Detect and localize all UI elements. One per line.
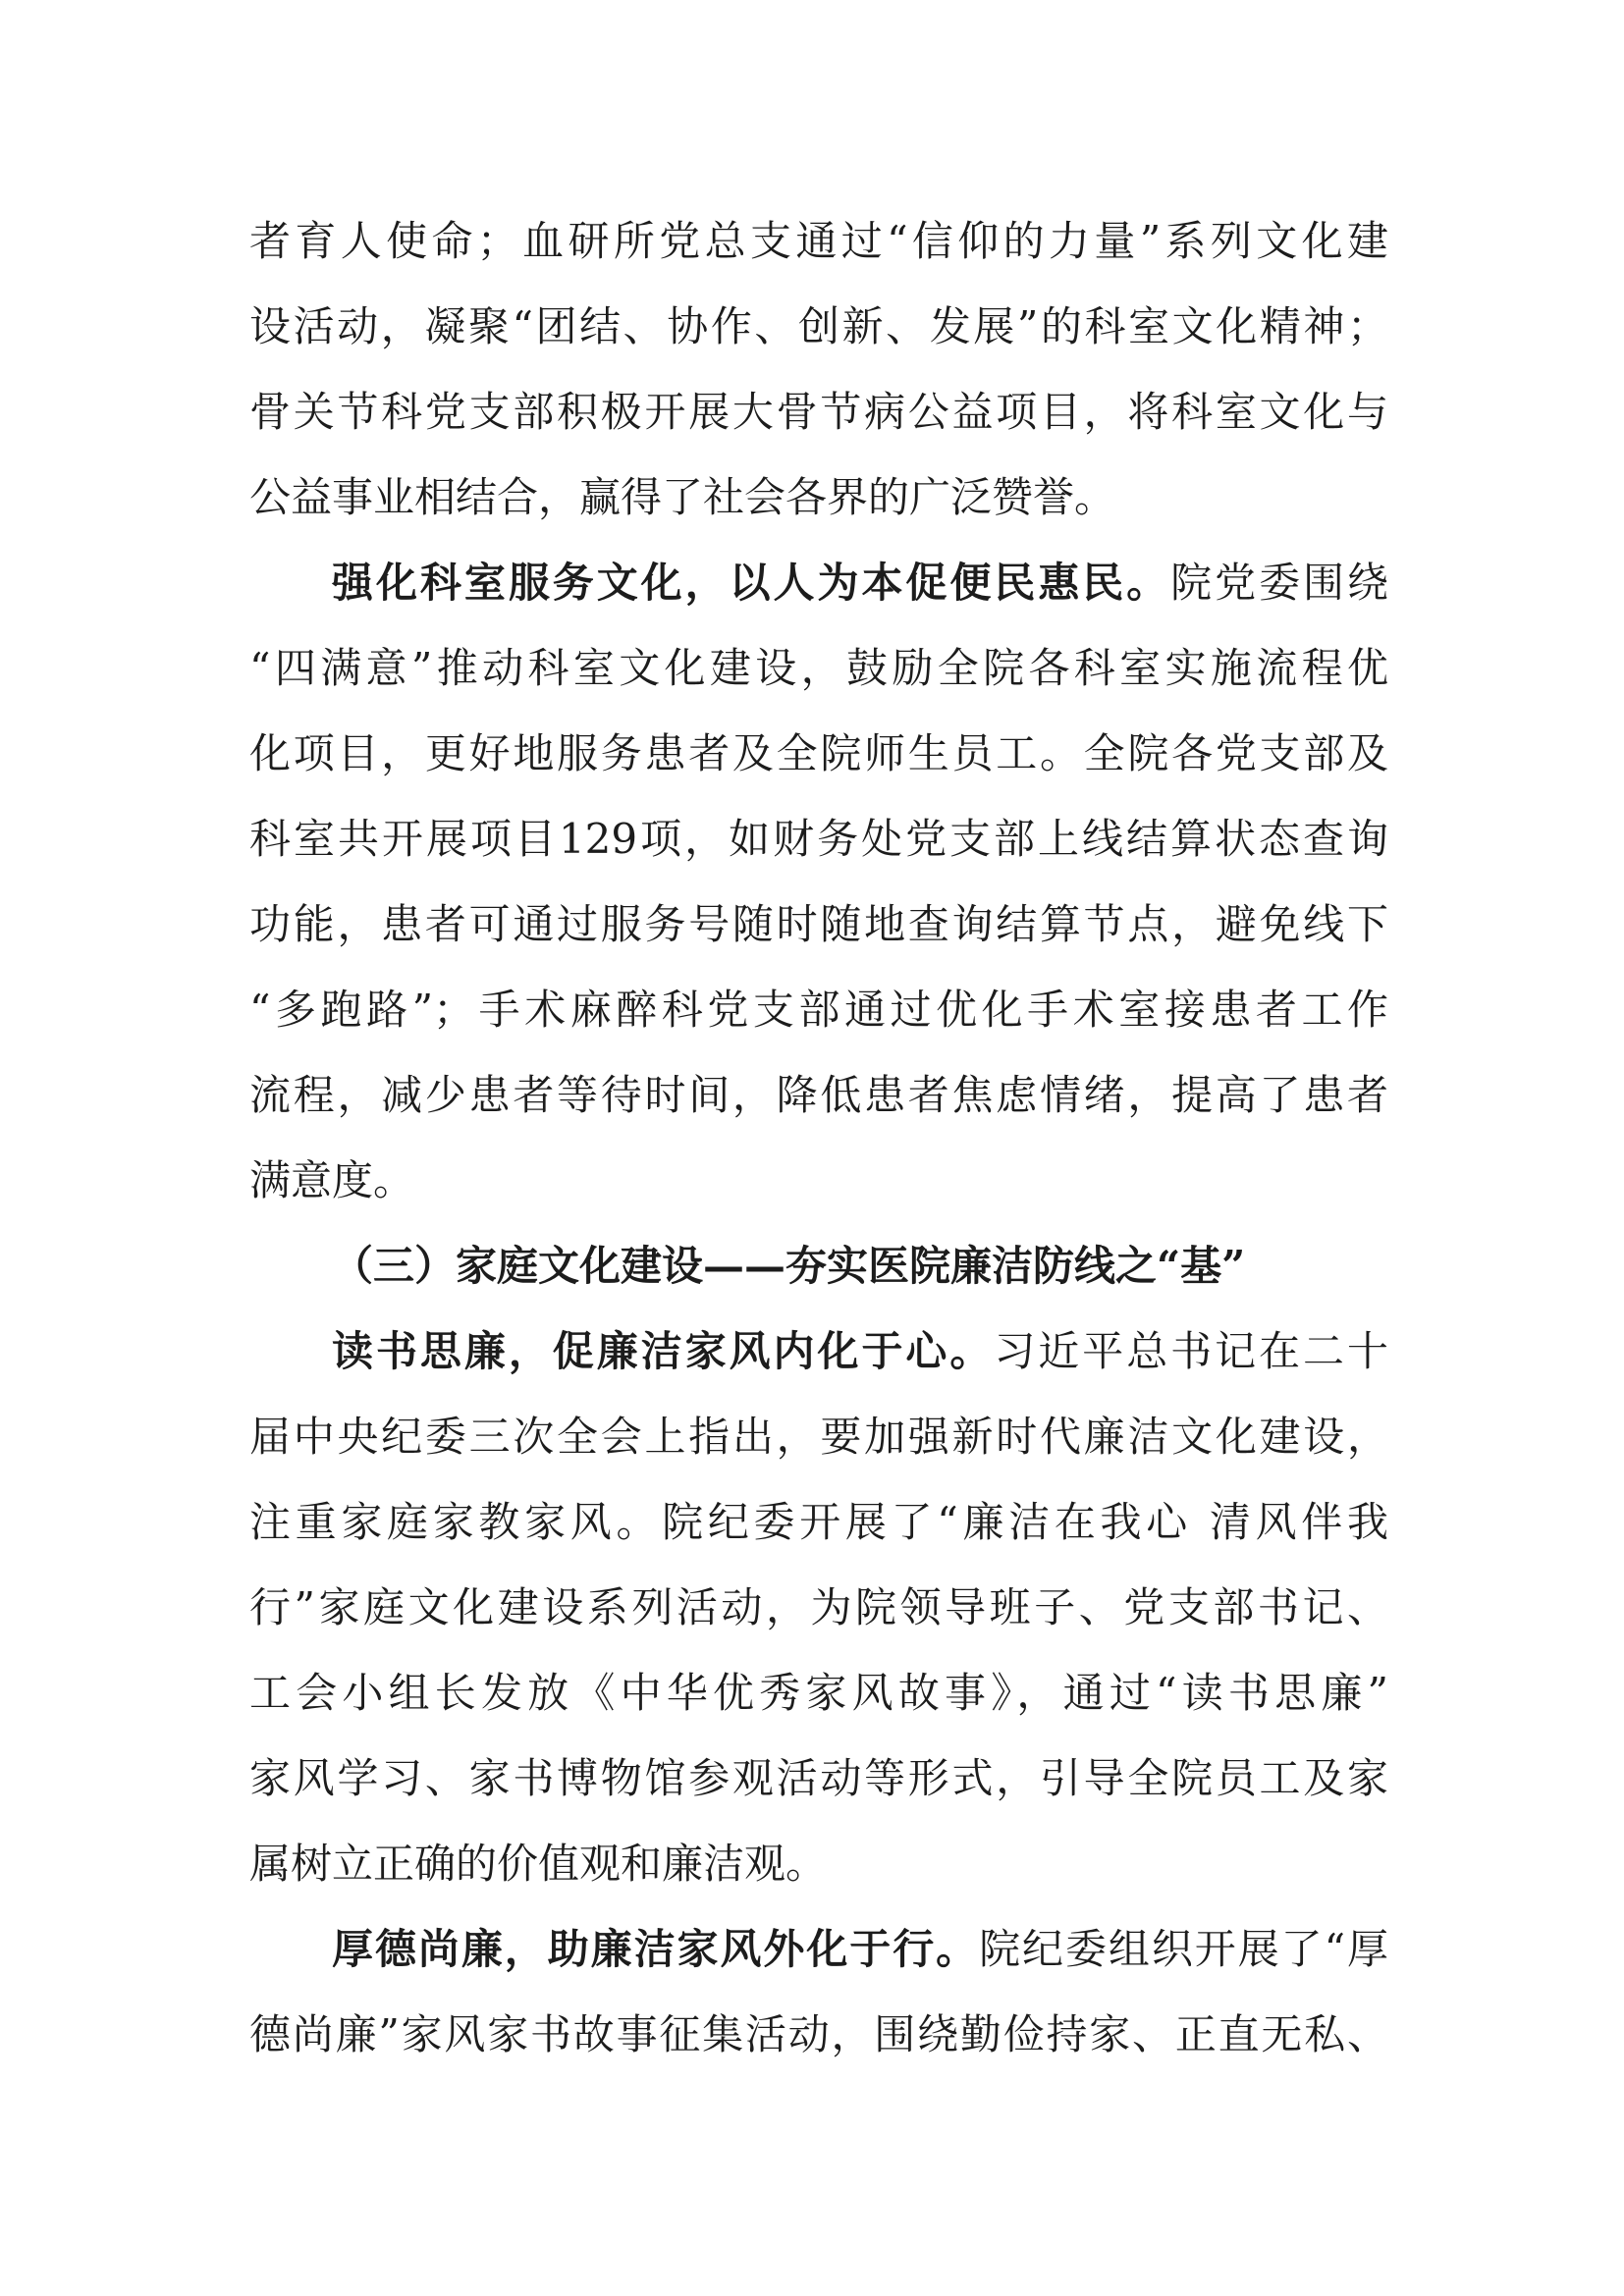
paragraph-line (249, 634, 1388, 703)
line-text: 流程，减少患者等待时间，降低患者焦虑情绪，提高了患者 (249, 1071, 1388, 1119)
paragraph-line (249, 463, 1388, 532)
paragraph-line (249, 890, 1388, 959)
paragraph-line (249, 1147, 1388, 1215)
line-text: 行”家庭文化建设系列活动，为院领导班子、党支部书记、 (249, 1583, 1388, 1631)
paragraph-lead-heading: 强化科室服务文化，以人为本促便民惠民。 (332, 559, 1171, 607)
section-heading (332, 1232, 1388, 1301)
paragraph-line (249, 1830, 1388, 1898)
paragraph-line (332, 1317, 1388, 1386)
paragraph-line (249, 1744, 1388, 1813)
paragraph-line (249, 1574, 1388, 1642)
line-text: 者育人使命；血研所党总支通过“信仰的力量”系列文化建 (249, 217, 1388, 265)
line-text: 届中央纪委三次全会上指出，要加强新时代廉洁文化建设， (249, 1413, 1388, 1461)
paragraph-line (249, 2001, 1388, 2069)
section-heading-text: （三）家庭文化建设——夯实医院廉洁防线之“基” (332, 1242, 1246, 1290)
line-text: 功能，患者可通过服务号随时随地查询结算节点，避免线下 (249, 900, 1388, 948)
line-text: 院纪委组织开展了“厚 (979, 1925, 1388, 1973)
paragraph-line (249, 378, 1388, 447)
line-text: “多跑路”；手术麻醉科党支部通过优化手术室接患者工作 (249, 986, 1388, 1034)
line-text: 德尚廉”家风家书故事征集活动，围绕勤俭持家、正直无私、 (249, 2010, 1388, 2058)
line-text: 工会小组长发放《中华优秀家风故事》，通过“读书思廉” (249, 1669, 1388, 1717)
line-text: 习近平总书记在二十 (994, 1327, 1388, 1375)
paragraph-line (332, 1915, 1388, 1984)
paragraph-line (249, 1061, 1388, 1130)
paragraph-line (249, 805, 1388, 874)
line-text: 院党委围绕 (1170, 559, 1388, 607)
paragraph-line (249, 1403, 1388, 1471)
line-text: 家风学习、家书博物馆参观活动等形式，引导全院员工及家 (249, 1754, 1388, 1802)
paragraph-line (249, 1488, 1388, 1557)
line-text: 注重家庭家教家风。院纪委开展了“廉洁在我心 清风伴我 (249, 1498, 1388, 1546)
line-text: 骨关节科党支部积极开展大骨节病公益项目，将科室文化与 (249, 388, 1388, 436)
paragraph-lead-heading: 厚德尚廉，助廉洁家风外化于行。 (332, 1925, 980, 1973)
paragraph-line (332, 549, 1388, 617)
paragraph-line (249, 976, 1388, 1044)
paragraph-line (249, 1659, 1388, 1728)
paragraph-line (249, 720, 1388, 788)
line-text: 科室共开展项目129项，如财务处党支部上线结算状态查询 (249, 815, 1388, 863)
line-text: “四满意”推动科室文化建设，鼓励全院各科室实施流程优 (249, 644, 1388, 692)
paragraph-line (249, 293, 1388, 361)
line-text: 公益事业相结合，赢得了社会各界的广泛赞誉。 (249, 473, 1116, 521)
paragraph-lead-heading: 读书思廉，促廉洁家风内化于心。 (332, 1327, 995, 1375)
line-text: 设活动，凝聚“团结、协作、创新、发展”的科室文化精神； (249, 302, 1388, 350)
line-text: 满意度。 (249, 1156, 415, 1204)
line-text: 化项目，更好地服务患者及全院师生员工。全院各党支部及 (249, 729, 1388, 777)
paragraph-line (249, 207, 1388, 276)
line-text: 属树立正确的价值观和廉洁观。 (249, 1840, 828, 1888)
